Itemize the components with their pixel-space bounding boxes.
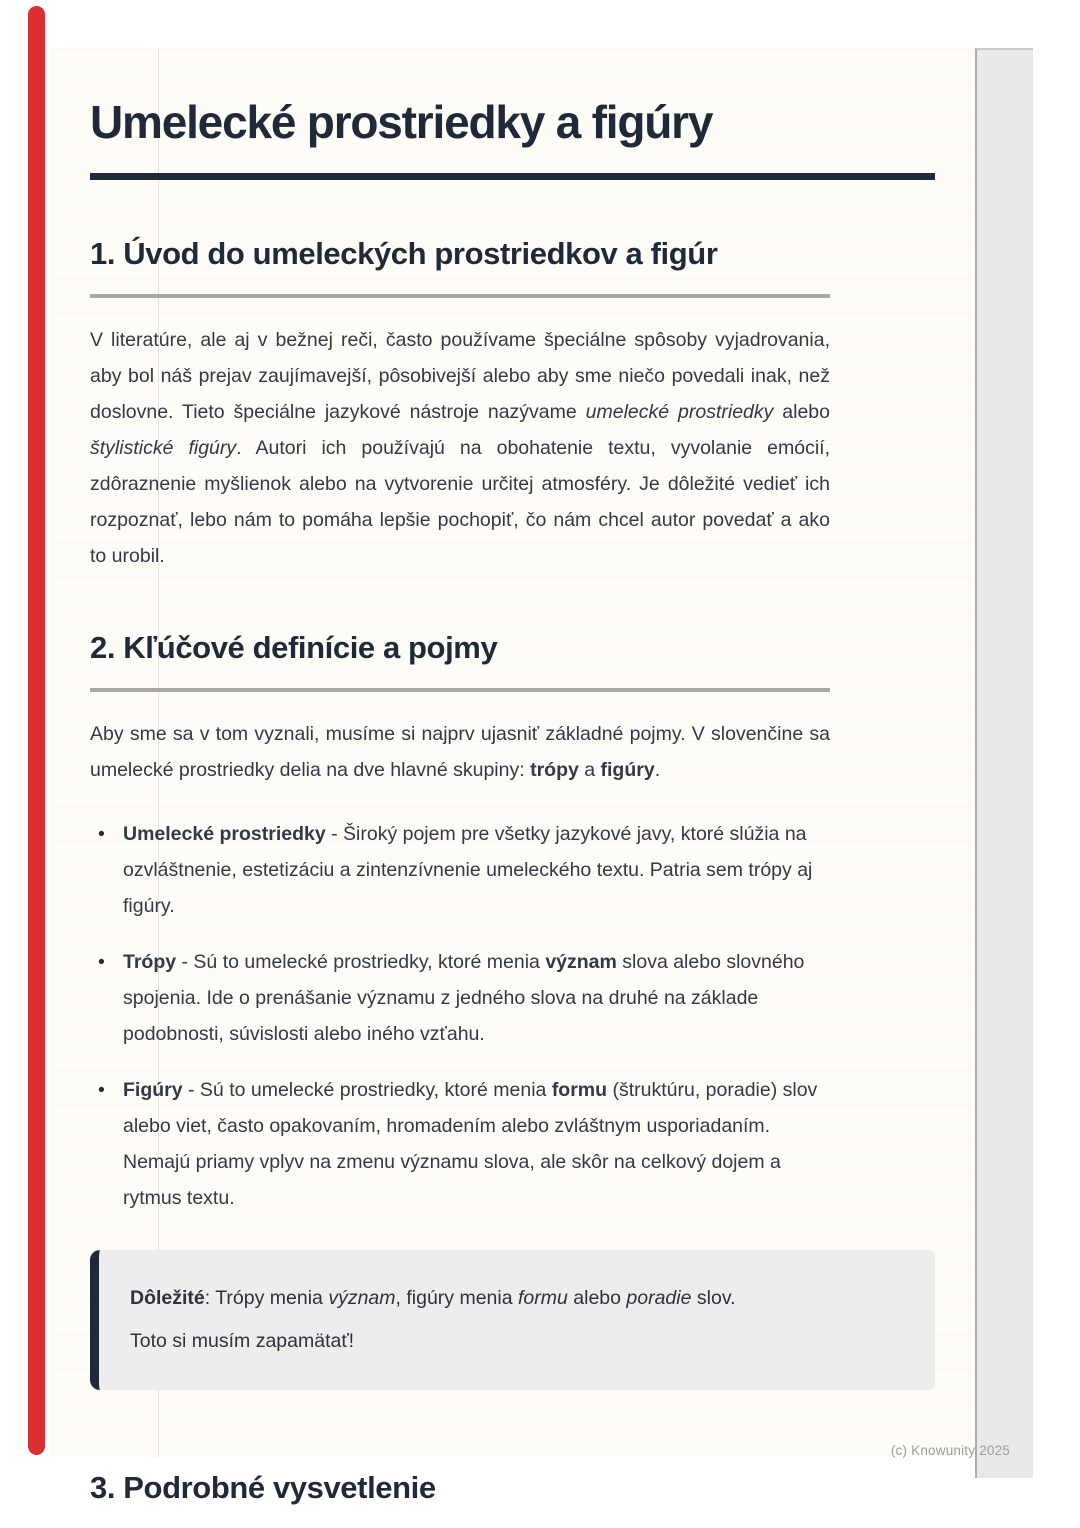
list-item (90, 816, 830, 924)
section-2-heading: 2. Kľúčové definície a pojmy (90, 630, 498, 665)
list-item-text: Figúry - Sú to umelecké prostriedky, ktoré menia formu (štruktúru, poradie) slov alebo viet, často opakovaním, hromadením alebo zvláštnym usporiadaním. Nemajú priamy vplyv na zmenu významu slova, ale skôr na celkový dojem a rytmus textu. (123, 1079, 818, 1209)
important-callout (90, 1250, 935, 1390)
bullet-icon: • (98, 823, 105, 845)
list-item (90, 944, 830, 1052)
definitions-list (90, 816, 830, 1216)
bullet-icon: • (98, 1079, 105, 1101)
section-1-underline (90, 294, 830, 298)
watermark: (c) Knowunity 2025 (890, 1443, 1010, 1458)
bullet-icon: • (98, 951, 105, 973)
list-item (90, 1072, 830, 1216)
page-title: Umelecké prostriedky a figúry (90, 96, 713, 148)
section-2-underline (90, 688, 830, 692)
section-1-paragraph: V literatúre, ale aj v bežnej reči, často používame špeciálne spôsoby vyjadrovania, aby bol náš prejav zaujímavejší, pôsobivejší alebo aby sme niečo povedali inak, než doslovne. Tieto špeciálne jazykové nástroje nazývame umelecké prostriedky alebo štylistické figúry. Autori ich používajú na obohatenie textu, vyvolanie emócií, zdôraznenie myšlienok alebo na vytvorenie určitej atmosféry. Je dôležité vedieť ich rozpoznať, lebo nám to pomáha lepšie pochopiť, čo nám chcel autor povedať a ako to urobil. (90, 329, 831, 567)
list-item-text: Umelecké prostriedky - Široký pojem pre všetky jazykové javy, ktoré slúžia na ozvláštnenie, estetizáciu a zintenzívnenie umeleckého textu. Patria sem trópy aj figúry. (123, 823, 813, 917)
section-3-heading: 3. Podrobné vysvetlenie (90, 1470, 436, 1505)
section-2-intro: Aby sme sa v tom vyznali, musíme si najprv ujasniť základné pojmy. V slovenčine sa umelecké prostriedky delia na dve hlavné skupiny: trópy a figúry. (90, 723, 830, 781)
scrollbar-track[interactable] (975, 48, 1033, 1478)
document-page (50, 48, 975, 1505)
section-1-heading: 1. Úvod do umeleckých prostriedkov a figúr (90, 236, 718, 271)
list-item-text: Trópy - Sú to umelecké prostriedky, ktoré menia význam slova alebo slovného spojenia. Ide o prenášanie významu z jedného slova na druhé na základe podobnosti, súvislosti alebo iného vzťahu. (123, 951, 805, 1045)
callout-text: Dôležité: Trópy menia význam, figúry menia formu alebo poradie slov. Toto si musím zapamätať! (130, 1287, 736, 1352)
title-underline (90, 173, 935, 180)
document-content (50, 94, 975, 1514)
left-accent-bar (28, 6, 45, 1455)
